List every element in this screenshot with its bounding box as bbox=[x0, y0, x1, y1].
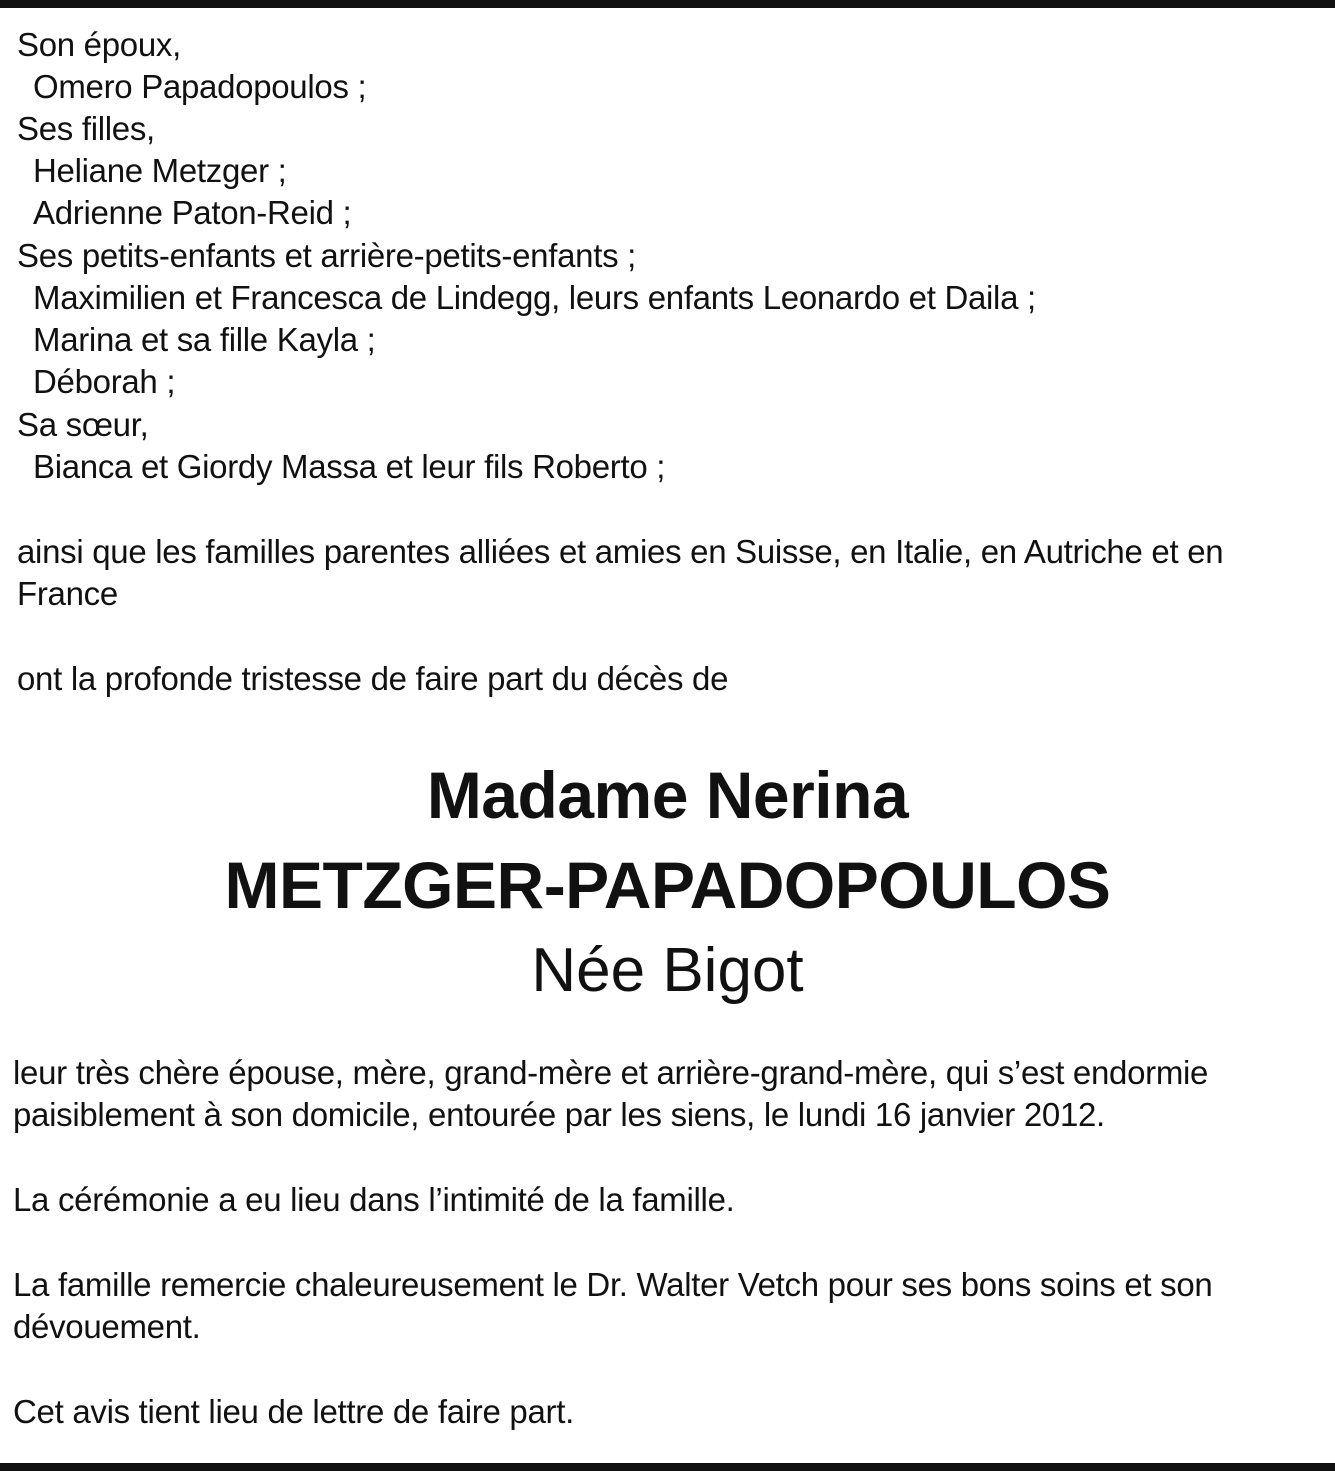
family-line: Sa sœur, bbox=[17, 406, 149, 443]
announcement-text: ont la profonde tristesse de faire part du décès de bbox=[17, 660, 729, 697]
thanks-line: La famille remercie chaleureusement le Dr. Walter Vetch pour ses bons soins et son bbox=[13, 1266, 1213, 1303]
deceased-surname: METZGER-PAPADOPOULOS bbox=[224, 848, 1111, 922]
death-line: leur très chère épouse, mère, grand-mère et arrière-grand-mère, qui s’est endormie bbox=[13, 1054, 1209, 1091]
family-line: Omero Papadopoulos ; bbox=[33, 68, 367, 105]
family-line: Heliane Metzger ; bbox=[33, 152, 287, 189]
family-line: Ses petits-enfants et arrière-petits-enfants ; bbox=[17, 237, 637, 274]
death-line: paisiblement à son domicile, entourée par les siens, le lundi 16 janvier 2012. bbox=[13, 1096, 1105, 1133]
family-line: Bianca et Giordy Massa et leur fils Roberto ; bbox=[33, 448, 666, 485]
thanks-line: dévouement. bbox=[13, 1308, 201, 1345]
family-line: Marina et sa fille Kayla ; bbox=[33, 321, 376, 358]
family-line: Ses filles, bbox=[17, 110, 155, 147]
top-border-rule bbox=[0, 0, 1335, 8]
family-line: Adrienne Paton-Reid ; bbox=[33, 194, 352, 231]
deceased-first-name: Madame Nerina bbox=[426, 758, 909, 832]
relatives-line: France bbox=[17, 575, 118, 612]
family-line: Déborah ; bbox=[33, 363, 176, 400]
ceremony-text: La cérémonie a eu lieu dans l’intimité de la famille. bbox=[13, 1181, 735, 1218]
closing-text: Cet avis tient lieu de lettre de faire part. bbox=[13, 1393, 574, 1430]
family-line: Son époux, bbox=[17, 26, 181, 63]
family-line: Maximilien et Francesca de Lindegg, leurs enfants Leonardo et Daila ; bbox=[33, 279, 1036, 316]
bottom-border-rule bbox=[0, 1463, 1335, 1471]
relatives-line: ainsi que les familles parentes alliées et amies en Suisse, en Italie, en Autriche et en bbox=[17, 533, 1224, 570]
deceased-maiden-name: Née Bigot bbox=[531, 936, 804, 1005]
